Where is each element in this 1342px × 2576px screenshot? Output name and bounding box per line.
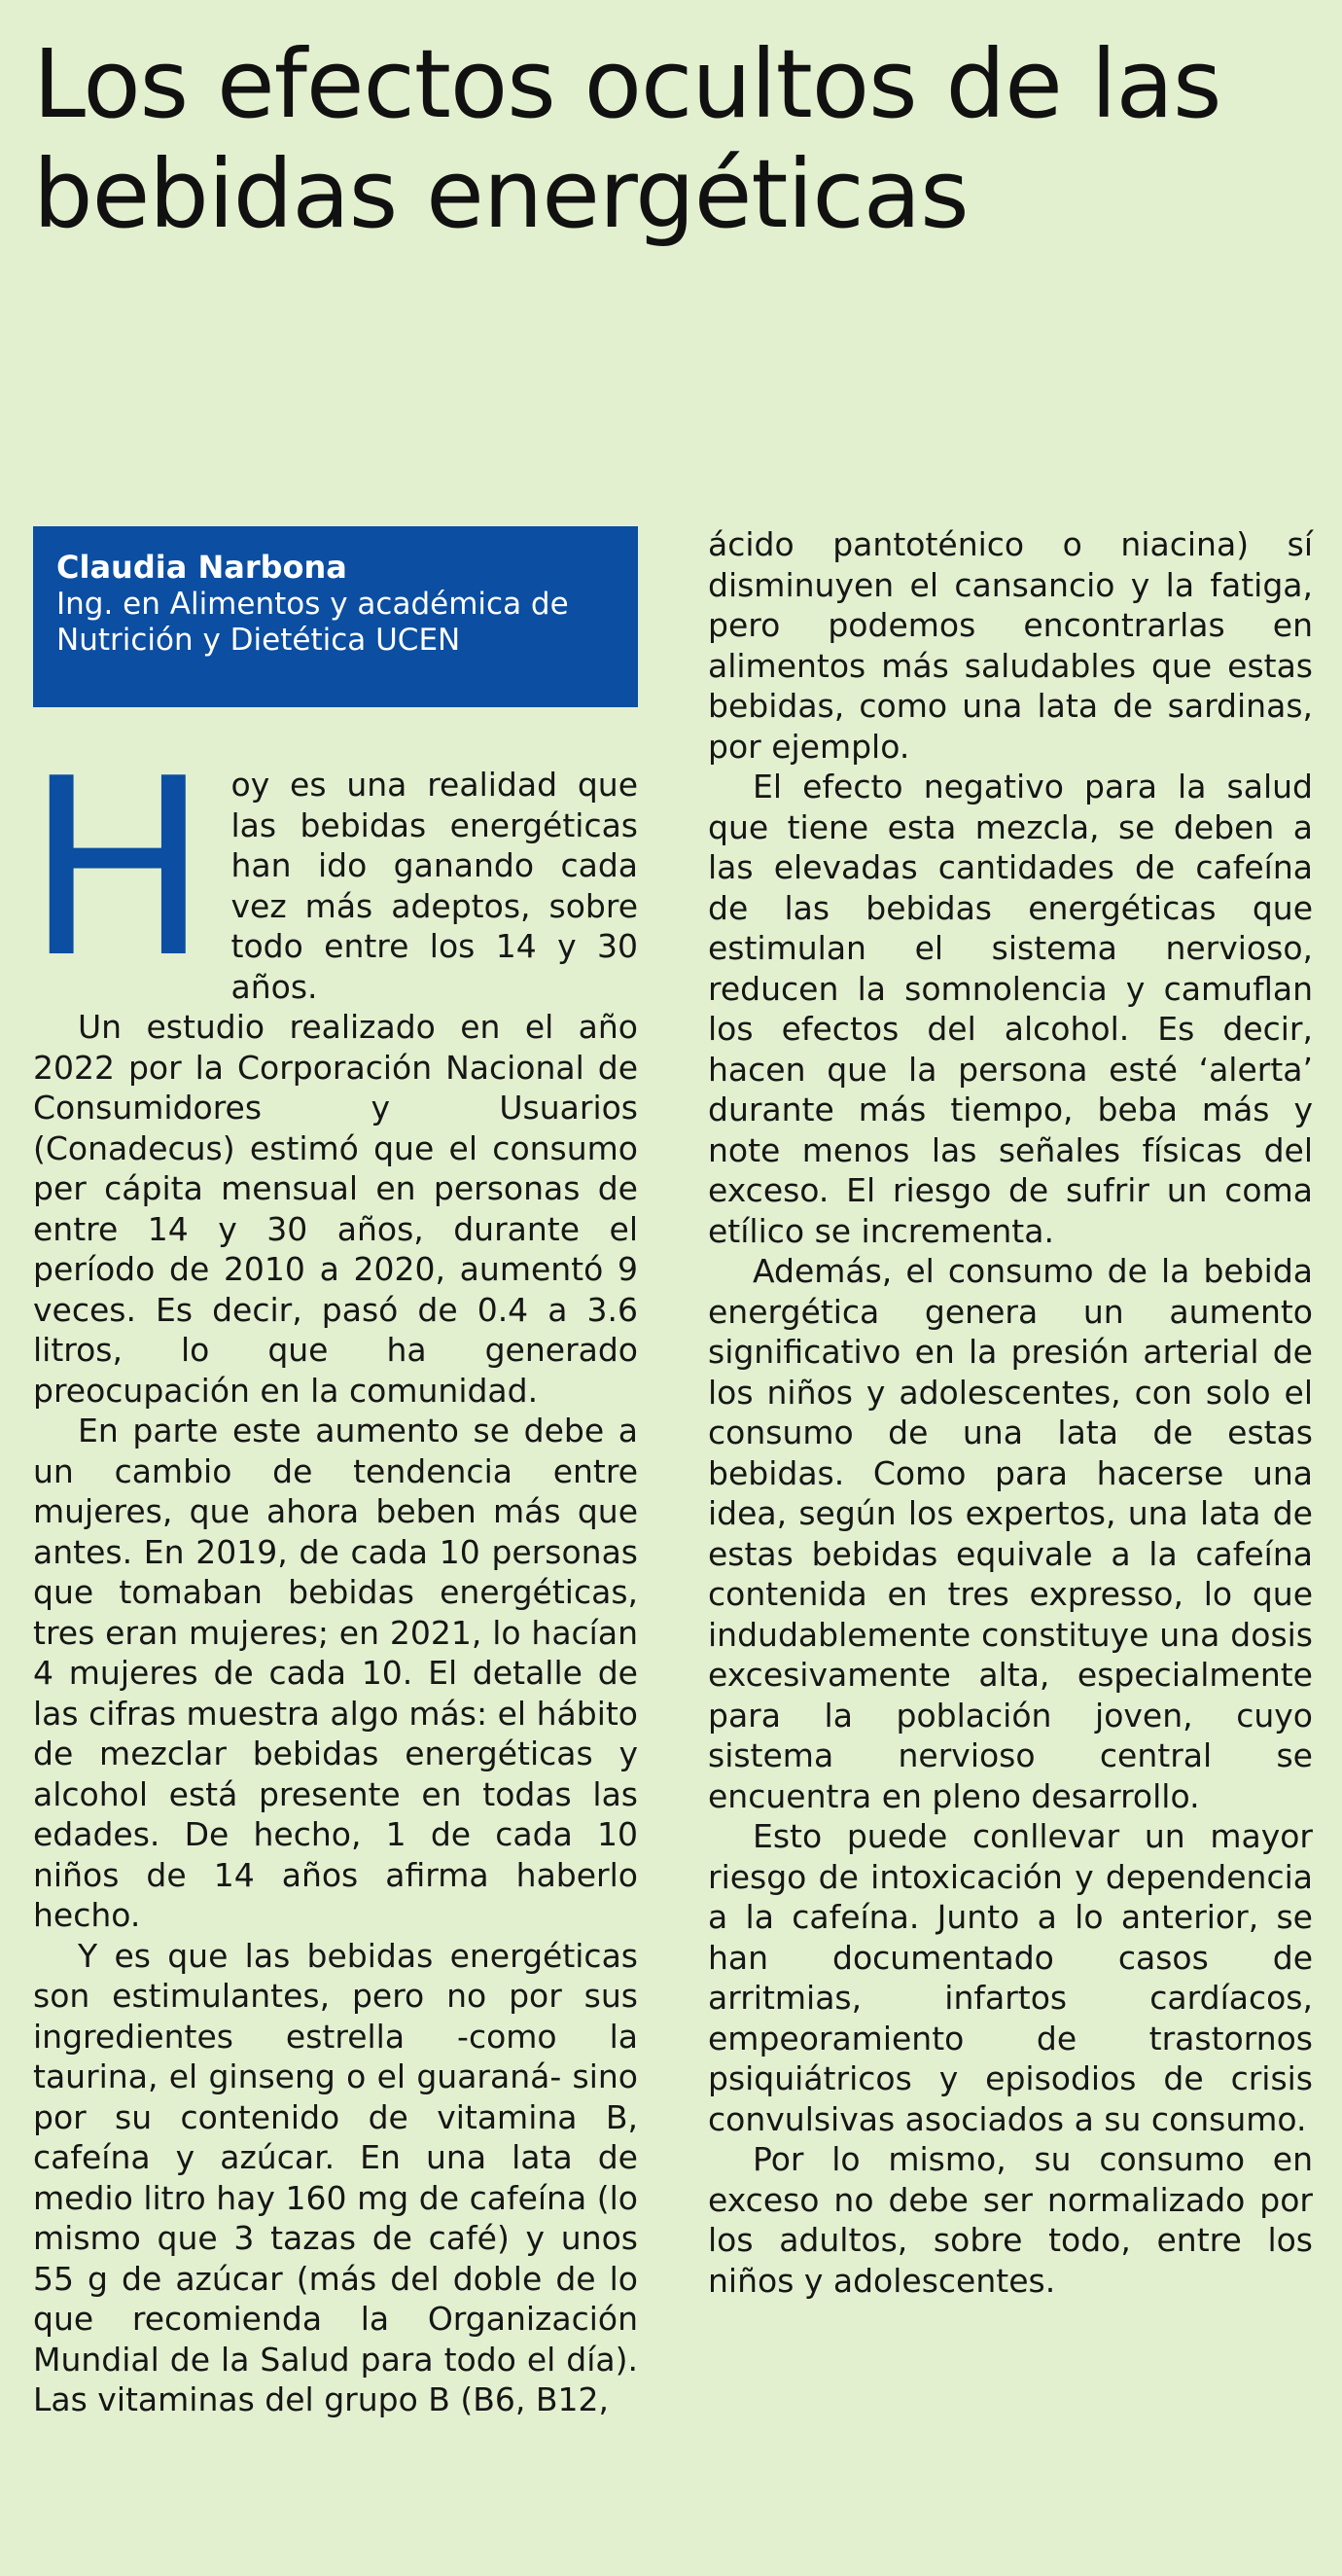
author-box	[33, 526, 638, 707]
paragraph: Además, el consumo de la bebida energética genera un aumento significativo en la presión arterial de los niños y adolescentes, con solo el consumo de una lata de estas bebidas. Como para hacerse una idea, según los expertos, una lata de estas bebidas equivale a la cafeína contenida en tres expresso, lo que indudablemente constituye una dosis excesivamente alta, especialmente para la población joven, cuyo sistema nervioso central se encuentra en pleno desarrollo.	[708, 1252, 1313, 1815]
paragraph-intro: oy es una realidad que las bebidas energéticas han ido ganando cada vez más adeptos, sobre todo entre los 14 y 30 años.	[230, 766, 638, 1006]
article-column-left	[25, 727, 638, 2420]
paragraph: Un estudio realizado en el año 2022 por la Corporación Nacional de Consumidores y Usuarios (Conadecus) estimó que el consumo per cápita mensual en personas de entre 14 y 30 años, durante el período de 2010 a 2020, aumentó 9 veces. Es decir, pasó de 0.4 a 3.6 litros, lo que ha generado preocupación en la comunidad.	[33, 1008, 638, 1410]
article-column-right	[708, 524, 1313, 2301]
paragraph: El efecto negativo para la salud que tiene esta mezcla, se deben a las elevadas cantidades de cafeína de las bebidas energéticas que estimulan el sistema nervioso, reducen la somnolencia y camuflan los efectos del alcohol. Es decir, hacen que la persona esté ‘alerta’ durante más tiempo, beba más y note menos las señales físicas del exceso. El riesgo de sufrir un coma etílico se incrementa.	[708, 768, 1313, 1250]
article-headline: Los efectos ocultos de las bebidas energéticas	[33, 29, 1221, 249]
author-role: Ing. en Alimentos y académica de Nutrición y Dietética UCEN	[56, 587, 569, 658]
paragraph: Y es que las bebidas energéticas son estimulantes, pero no por sus ingredientes estrella -como la taurina, el ginseng o el guaraná- sino por su contenido de vitamina B, cafeína y azúcar. En una lata de medio litro hay 160 mg de cafeína (lo mismo que 3 tazas de café) y unos 55 g de azúcar (más del doble de lo que recomienda la Organización Mundial de la Salud para todo el día). Las vitaminas del grupo B (B6, B12,	[33, 1936, 638, 2418]
drop-cap: H	[25, 727, 210, 1012]
paragraph: En parte este aumento se debe a un cambio de tendencia entre mujeres, que ahora beben más que antes. En 2019, de cada 10 personas que tomaban bebidas energéticas, tres eran mujeres; en 2021, lo hacían 4 mujeres de cada 10. El detalle de las cifras muestra algo más: el hábito de mezclar bebidas energéticas y alcohol está presente en todas las edades. De hecho, 1 de cada 10 niños de 14 años afirma haberlo hecho.	[33, 1412, 638, 1934]
paragraph-continued: ácido pantoténico o niacina) sí disminuyen el cansancio y la fatiga, pero podemos encontrarlas en alimentos más saludables que estas bebidas, como una lata de sardinas, por ejemplo.	[708, 525, 1313, 766]
paragraph: Por lo mismo, su consumo en exceso no debe ser normalizado por los adultos, sobre todo, entre los niños y adolescentes.	[708, 2140, 1313, 2300]
paragraph: Esto puede conllevar un mayor riesgo de intoxicación y dependencia a la cafeína. Junto a lo anterior, se han documentado casos de arritmias, infartos cardíacos, empeoramiento de trastornos psiquiátricos y episodios de crisis convulsivas asociados a su consumo.	[708, 1817, 1313, 2138]
author-name: Claudia Narbona	[56, 549, 347, 586]
